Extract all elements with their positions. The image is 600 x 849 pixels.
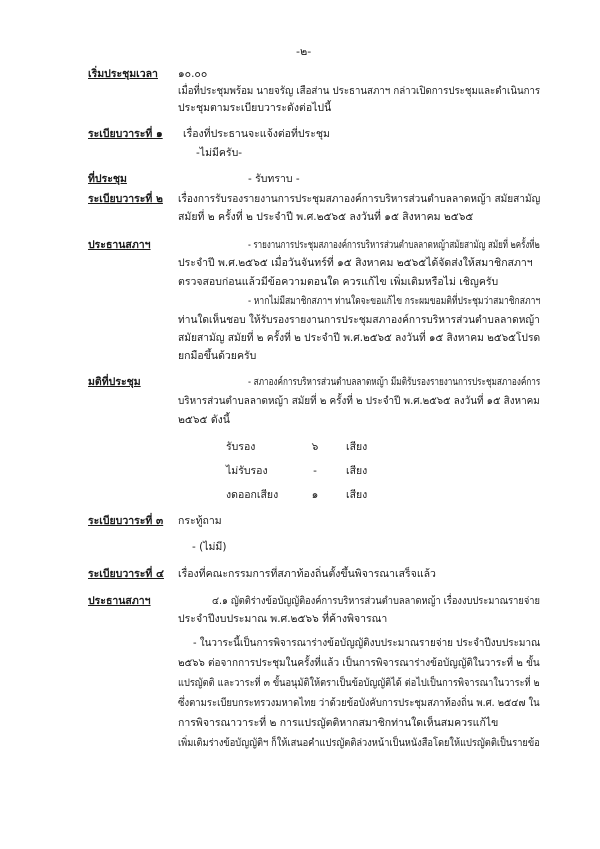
section-label-agenda-3: ระเบียบวาระที่ ๓ [88,515,164,527]
body-line: เพิ่มเติมร่างข้อบัญญัติฯ ก็ให้เสนอคำแปรญัตติล่วงหน้าเป็นหนังสือโดยให้แปรญัตติเป็นรายข้อ [178,737,540,749]
body-line: การพิจารณาวาระที่ ๒ การแปรญัตติหากสมาชิกท่านใดเห็นสมควรแก้ไข [178,717,499,729]
body-line: เรื่องที่ประธานจะแจ้งต่อที่ประชุม [183,128,330,140]
vote-unit: เสียง [346,465,368,477]
body-line: แปรญัตติ และวาระที่ ๓ ขั้นอนุมัติให้ตราเป็นข้อบัญญัติได้ ต่อไปเป็นการพิจารณาในวาระที่ ๒ [178,677,540,689]
body-line: - รายงานการประชุมสภาองค์การบริหารส่วนตำบลลาดหญ้าสมัยสามัญ สมัยที่ ๒ครั้งที่๒ [248,239,540,251]
body-line: - ในวาระนี้เป็นการพิจารณาร่างข้อบัญญัติงบประมาณรายจ่าย ประจำปีงบประมาณ [193,637,541,649]
section-label-start-time: เริ่มประชุมเวลา [88,68,158,80]
body-line: ๒๕๖๖ ต่อจากการประชุมในครั้งที่แล้ว เป็นการพิจารณาร่างข้อบัญญัติในวาระที่ ๒ ขั้น [178,657,540,669]
body-line: ประชุมตามระเบียบวาระดังต่อไปนี้ [178,102,332,114]
body-line: - หากไม่มีสมาชิกสภาฯ ท่านใดจะขอแก้ไข กระผมขอมติที่ประชุมว่าสมาชิกสภาฯ [248,295,541,307]
section-label-agenda-1: ระเบียบวาระที่ ๑ [88,128,163,140]
body-line: เมื่อที่ประชุมพร้อม นายจรัญ เสือส่าน ประธานสภาฯ กล่าวเปิดการประชุมและดำเนินการ [178,85,541,97]
body-line: บริหารส่วนตำบลลาดหญ้า สมัยที่ ๒ ครั้งที่ ๒ ประจำปี พ.ศ.๒๕๖๕ ลงวันที่ ๑๕ สิงหาคม [178,395,540,407]
body-line: - (ไม่มี) [192,541,227,553]
start-time-value: ๑๐.๐๐ [178,68,208,80]
vote-label-abstain: งดออกเสียง [226,489,279,501]
page-number: -๒- [296,45,312,58]
section-label-agenda-2: ระเบียบวาระที่ ๒ [88,193,163,205]
vote-unit: เสียง [346,489,368,501]
body-line: ๒๕๖๕ ดังนี้ [178,414,230,426]
body-line: ตรวจสอบก่อนแล้วมีข้อความตอนใด ควรแก้ไข เพิ่มเติมหรือไม่ เชิญครับ [178,276,499,288]
vote-label-approve: รับรอง [226,441,256,453]
body-line: ยกมือขึ้นด้วยครับ [178,350,257,362]
body-line: ๔.๑ ญัตติร่างข้อบัญญัติองค์การบริหารส่วนตำบลลาดหญ้า เรื่องงบประมาณรายจ่าย [212,595,540,607]
body-line: ซึ่งตามระเบียบกระทรวงมหาดไทย ว่าด้วยข้อบังคับการประชุมสภาท้องถิ่น พ.ศ. ๒๕๔๗ ใน [178,697,540,709]
vote-count-reject: - [313,465,317,477]
body-line: สมัยสามัญ สมัยที่ ๒ ครั้งที่ ๒ ประจำปี พ.ศ.๒๕๖๕ ลงวันที่ ๑๕ สิงหาคม ๒๕๖๕โปรด [178,332,541,344]
body-line: สมัยที่ ๒ ครั้งที่ ๒ ประจำปี พ.ศ.๒๕๖๕ ลงวันที่ ๑๕ สิงหาคม ๒๕๖๕ [178,211,474,223]
section-label-agenda-4: ระเบียบวาระที่ ๔ [88,568,164,580]
vote-label-reject: ไม่รับรอง [226,465,268,477]
vote-count-approve: ๖ [311,441,319,453]
body-line: - รับทราบ - [248,173,300,185]
vote-count-abstain: ๑ [311,489,319,501]
body-line: เรื่องที่คณะกรรมการที่สภาท้องถิ่นตั้งขึ้นพิจารณาเสร็จแล้ว [178,568,436,580]
section-label-resolution: มติที่ประชุม [88,376,141,388]
vote-unit: เสียง [346,441,368,453]
body-line: ประจำปีงบประมาณ พ.ศ.๒๕๖๖ ที่ค้างพิจารณา [178,613,388,625]
body-line: เรื่องการรับรองรายงานการประชุมสภาองค์การบริหารส่วนตำบลลาดหญ้า สมัยสามัญ [178,193,541,205]
body-line: ประจำปี พ.ศ.๒๕๖๕ เมื่อวันจันทร์ที่ ๑๕ สิงหาคม ๒๕๖๕ได้จัดส่งให้สมาชิกสภาฯ [178,257,533,269]
body-line: - สภาองค์การบริหารส่วนตำบลลาดหญ้า มีมติรับรองรายงานการประชุมสภาองค์การ [248,376,541,388]
body-line: กระทู้ถาม [178,515,222,527]
section-label-meeting: ที่ประชุม [88,173,127,185]
section-label-chairman: ประธานสภาฯ [88,239,151,251]
body-line: -ไม่มีครับ- [196,147,243,159]
body-line: ท่านใดเห็นชอบ ให้รับรองรายงานการประชุมสภาองค์การบริหารส่วนตำบลลาดหญ้า [178,314,540,326]
section-label-chairman: ประธานสภาฯ [88,595,151,607]
